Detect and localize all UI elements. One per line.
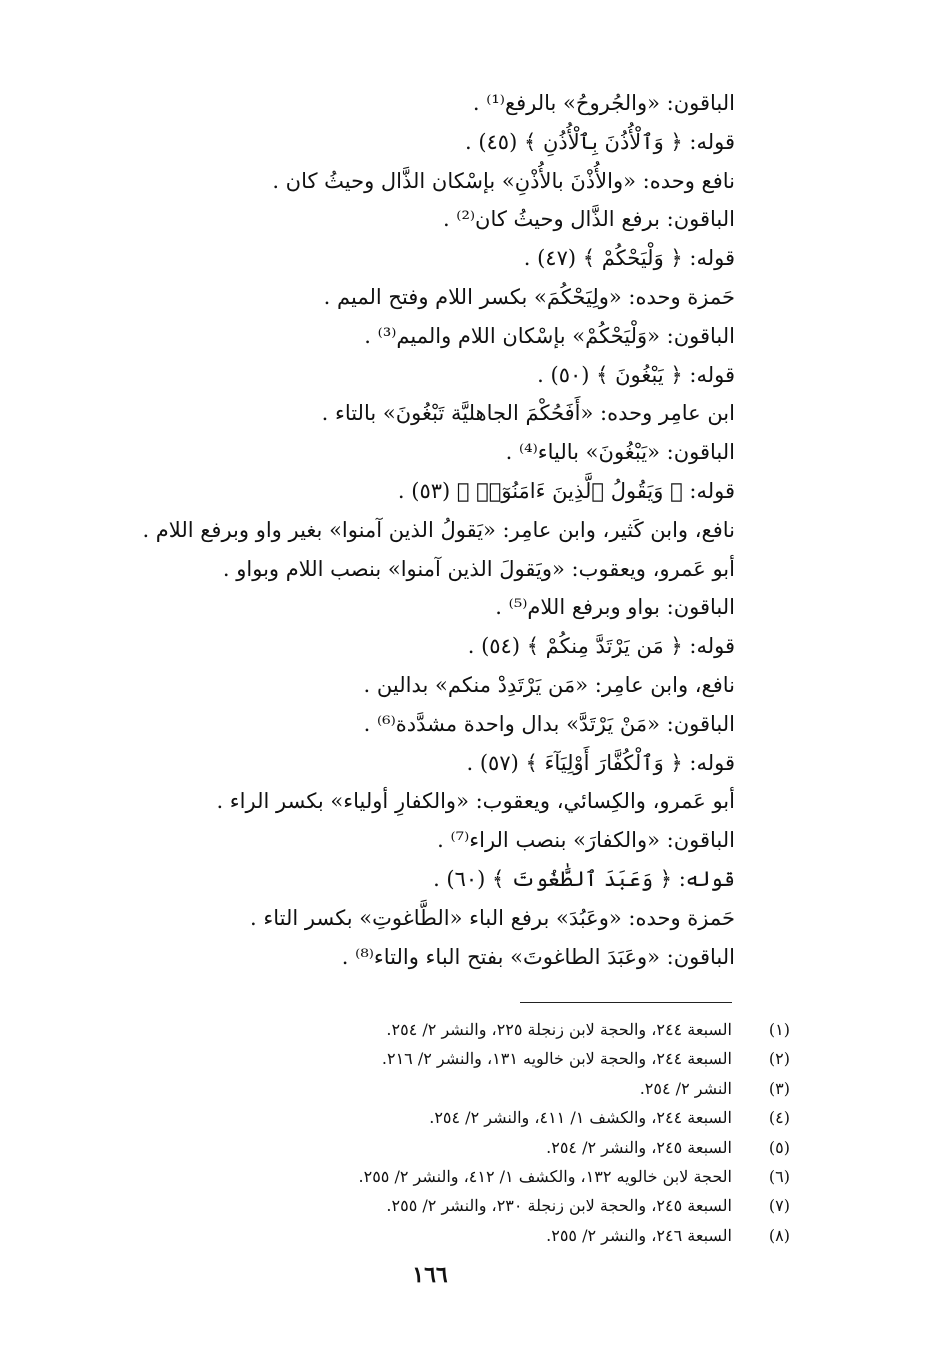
footnote-text: السبعة ٢٤٥، والحجة لابن زنجلة ٢٣٠، والنشر ٢/ ٢٥٥. (386, 1196, 732, 1216)
text-line: أبو عَمرو، والكِسائي، ويعقوب: «والكفارِ أولياء» بكسر الراء . (216, 789, 735, 814)
text-line: الباقون: «مَنْ يَرْتَدَّ» بدال واحدة مشدَّدة⁽⁶⁾ . (363, 711, 735, 736)
text-line: الباقون: «يَبْغُونَ» بالياء⁽⁴⁾ . (505, 440, 735, 465)
footnote-number: (٥) (768, 1137, 790, 1157)
footnote-text: السبعة ٢٤٤، والكشف ١/ ٤١١، والنشر ٢/ ٢٥٤. (429, 1108, 732, 1128)
main-text (135, 84, 735, 976)
footnote (150, 1044, 790, 1073)
footnote (150, 1074, 790, 1103)
footnote-number: (٢) (768, 1049, 790, 1069)
text-line: نافع وحده: «والأُذْنَ بالأُذْنِ» بإسْكان الذَّال وحيثُ كان . (272, 168, 735, 193)
text-line: قوله: ﴿ وَلْيَحْكُمْ ﴾ (٤٧) . (523, 246, 735, 271)
text-line: حَمزة وحده: «ولِيَحْكُمَ» بكسر اللام وفتح الميم . (323, 284, 735, 309)
footnote-number: (٤) (768, 1108, 790, 1128)
text-line: قوله: ﴿ وَيَقُولُ ٱلَّذِينَ ءَامَنُوٓا۟ ﴾ (٥٣) . (397, 478, 735, 503)
text-line: أبو عَمرو، ويعقوب: «ويَقولَ الذين آمنوا» بنصب اللام وبواو . (222, 556, 735, 581)
text-line: قوله: ﴿ وَٱلْكُفَّارَ أَوْلِيَآءَ ﴾ (٥٧) . (466, 750, 735, 775)
text-line: قوله: ﴿ يَبْغُونَ ﴾ (٥٠) . (537, 362, 735, 387)
text-line: الباقون: «وعَبَدَ الطاغوتَ» بفتح الباء والتاء⁽⁸⁾ . (341, 944, 735, 969)
text-line: الباقون: برفع الذَّال وحيثُ كان⁽²⁾ . (442, 207, 735, 232)
text-line: قوله: ﴿ وَعَبَدَ ٱلطَّٰغُوتَ ﴾ (٦٠) . (433, 866, 735, 891)
footnote-number: (٧) (768, 1196, 790, 1216)
footnote-number: (١) (768, 1020, 790, 1039)
text-line: قوله: ﴿ وَٱلْأُذُنَ بِٱلْأُذُنِ ﴾ (٤٥) . (464, 129, 735, 154)
footnote (150, 1015, 790, 1044)
footnote (150, 1221, 790, 1250)
footnote-number: (٦) (768, 1166, 790, 1186)
text-line: نافع، وابن عامِر: «مَن يَرْتَدِدْ منكم» بدالين . (363, 672, 735, 697)
footnotes (150, 1015, 790, 1250)
footnote (150, 1162, 790, 1191)
footnote-number: (٨) (768, 1225, 790, 1245)
footnote-text: السبعة ٢٤٥، والنشر ٢/ ٢٥٤. (546, 1137, 732, 1157)
footnote-text: السبعة ٢٤٤، والحجة لابن زنجلة ٢٢٥، والنشر ٢/ ٢٥٤. (386, 1020, 732, 1039)
text-line: الباقون: بواو وبرفع اللام⁽⁵⁾ . (495, 595, 735, 620)
footnote-number: (٣) (768, 1078, 790, 1098)
page-number: ١٦٦ (412, 1262, 448, 1288)
footnote (150, 1103, 790, 1132)
footnote-text: السبعة ٢٤٤، والحجة لابن خالويه ١٣١، والنشر ٢/ ٢١٦. (381, 1049, 732, 1069)
text-line: الباقون: «والجُروحُ» بالرفع⁽¹⁾ . (472, 91, 735, 115)
text-line: حَمزة وحده: «وعَبُدَ» برفع الباء «الطَّاغوتِ» بكسر التاء . (250, 905, 735, 930)
text-line: ابن عامِر وحده: «أَفَحُكْمَ الجاهليَّة تَبْغُونَ» بالتاء . (321, 401, 735, 426)
text-line: نافع، وابن كَثير، وابن عامِر: «يَقولُ الذين آمنوا» بغير واو وبرفع اللام . (142, 517, 735, 542)
text-line: قوله: ﴿ مَن يَرْتَدَّ مِنكُمْ ﴾ (٥٤) . (467, 634, 735, 659)
text-line: الباقون: «والكفارَ» بنصب الراء⁽⁷⁾ . (437, 828, 735, 853)
footnote (150, 1133, 790, 1162)
footnote-text: النشر ٢/ ٢٥٤. (639, 1078, 732, 1098)
text-line: الباقون: «وَلْيَحْكُمْ» بإسْكان اللام والميم⁽³⁾ . (364, 323, 735, 348)
footnote (150, 1191, 790, 1220)
footnote-text: السبعة ٢٤٦، والنشر ٢/ ٢٥٥. (546, 1225, 732, 1245)
footnote-divider (520, 1002, 732, 1003)
footnote-text: الحجة لابن خالويه ١٣٢، والكشف ١/ ٤١٢، والنشر ٢/ ٢٥٥. (358, 1166, 732, 1186)
